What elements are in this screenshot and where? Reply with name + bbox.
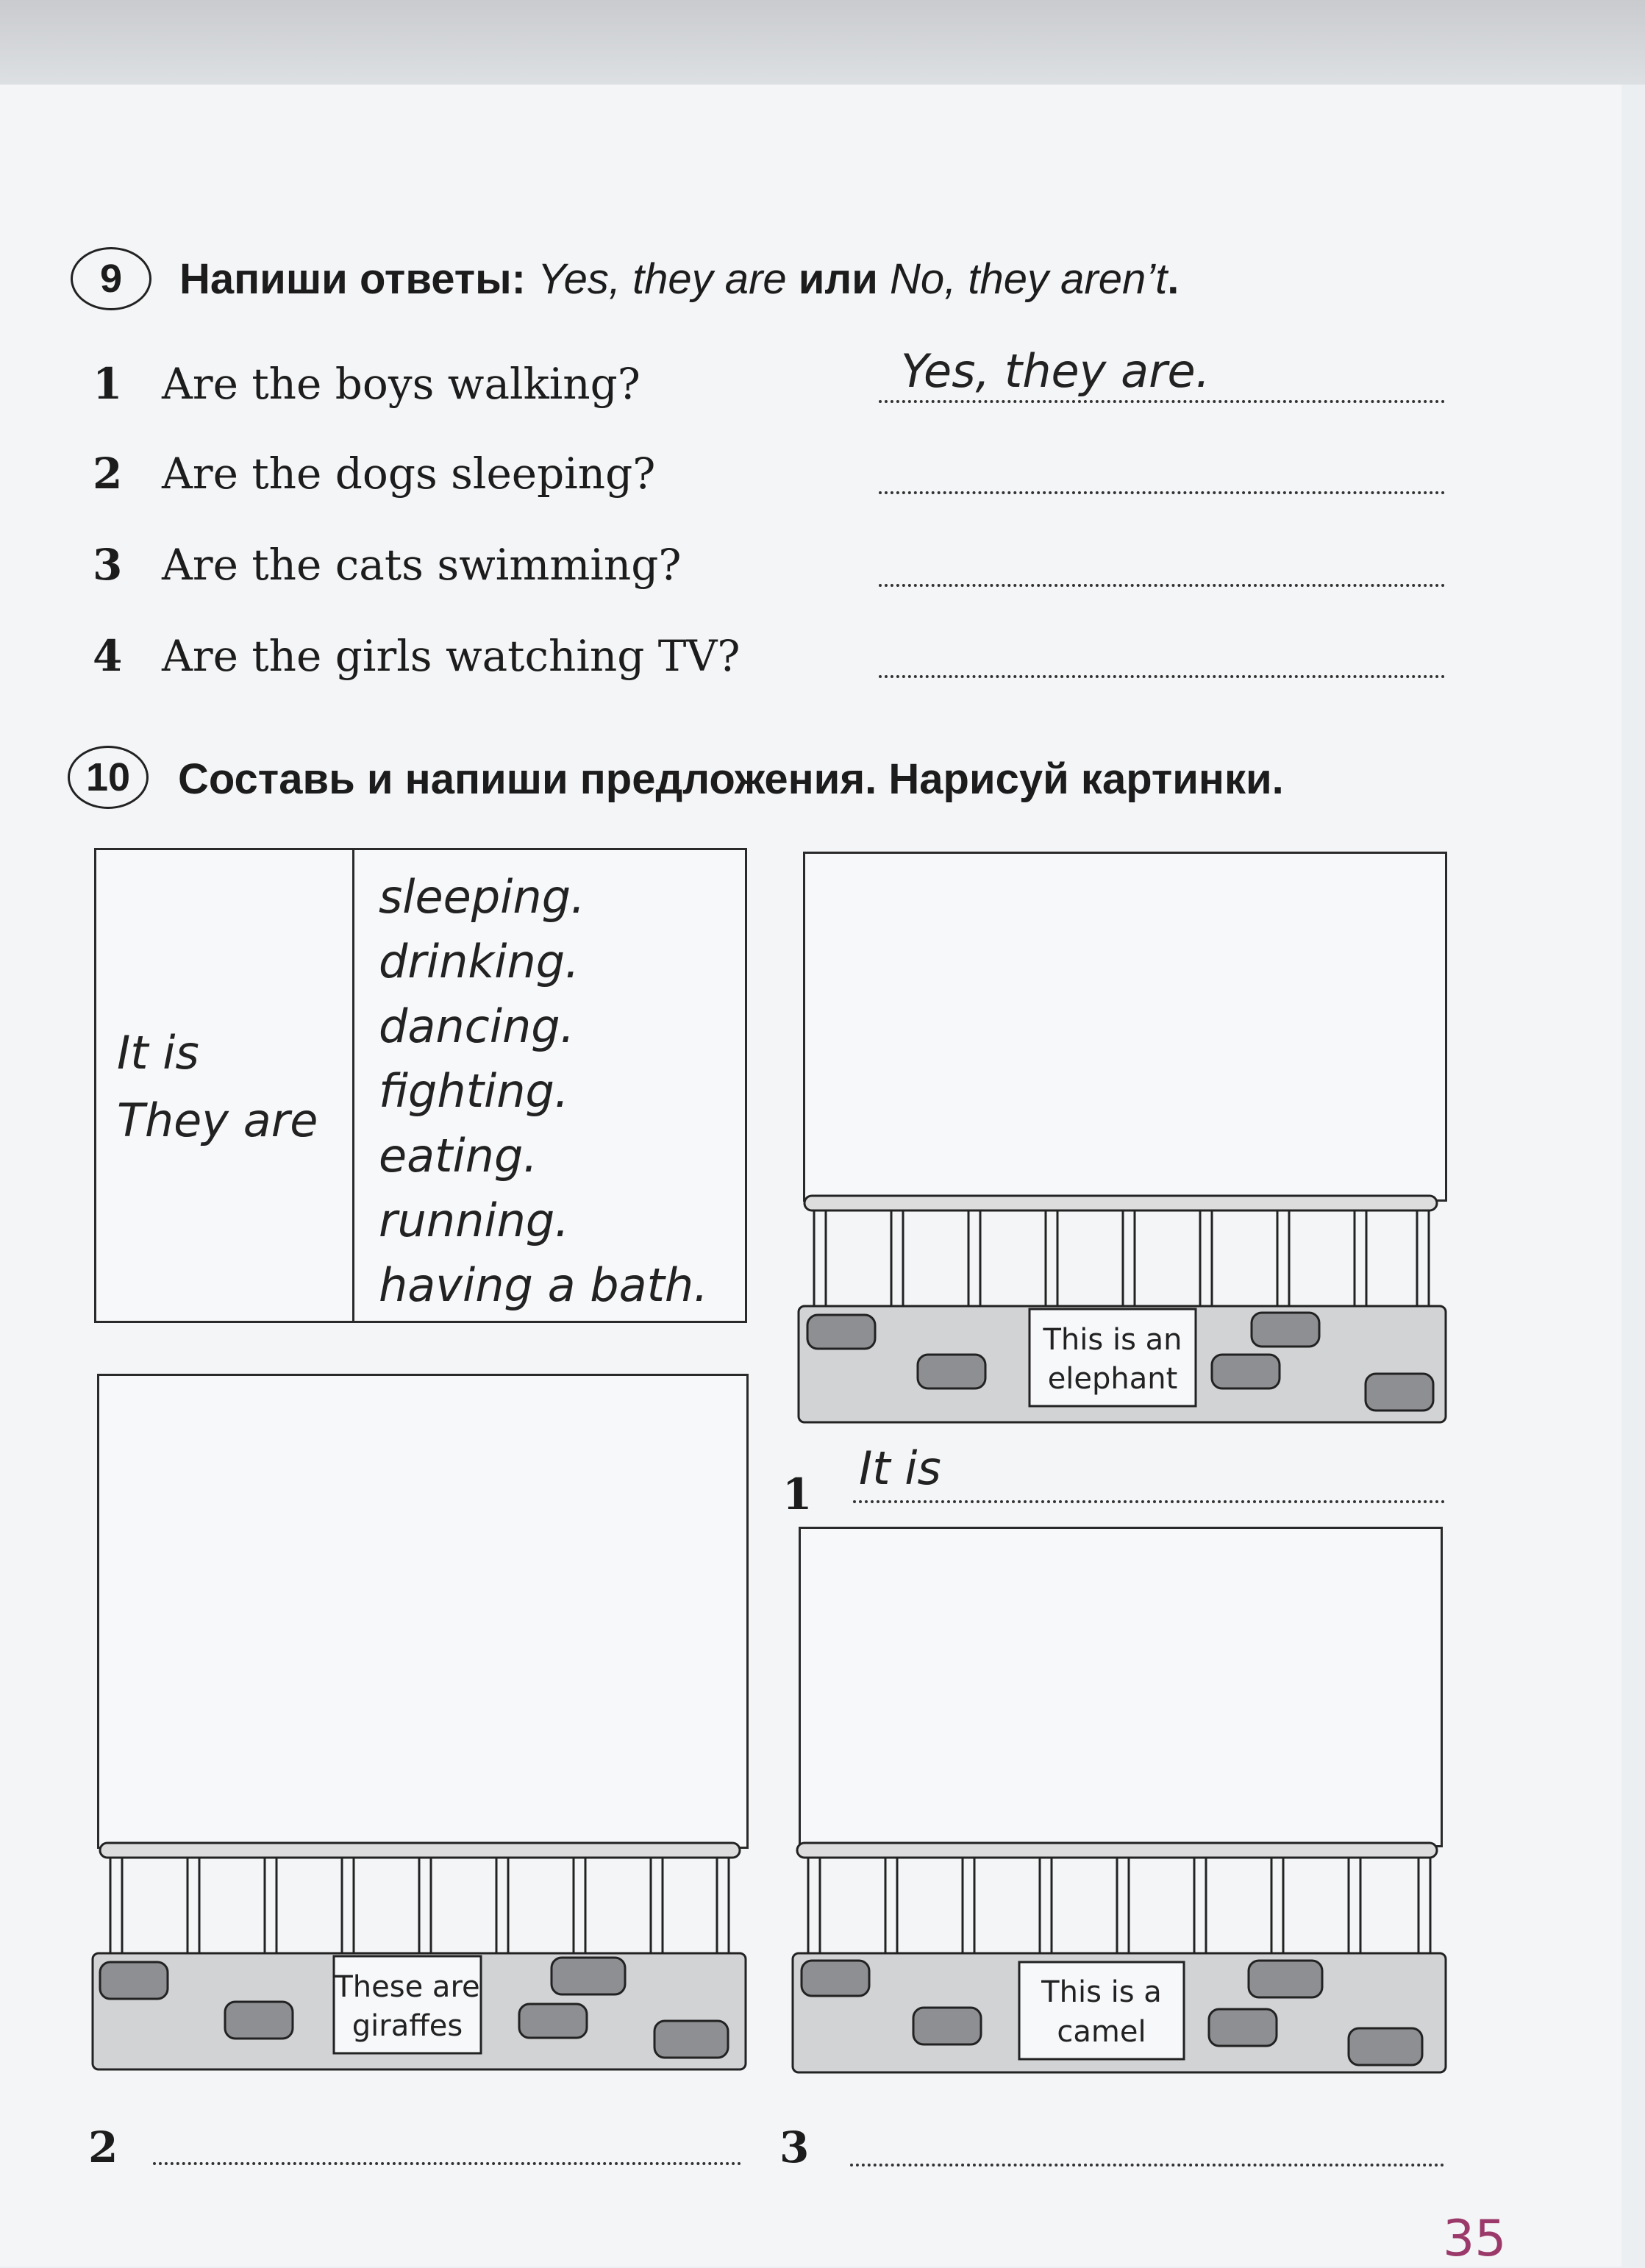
instruction-or: или [798, 255, 878, 303]
answer-prefill: It is [859, 1441, 941, 1495]
question-number: 4 [93, 631, 123, 681]
question-text: Are the dogs sleeping? [162, 449, 656, 499]
page-number: 35 [1443, 2210, 1507, 2268]
zoo-fence-elephant [796, 1191, 1450, 1427]
option-yes: Yes, they are [538, 255, 787, 303]
word-table [94, 848, 747, 1323]
answer-line-4[interactable] [879, 675, 1445, 678]
sentence-line-3[interactable] [850, 2164, 1444, 2167]
zoo-fence-camel [790, 1839, 1452, 2078]
sign-line: elephant [1047, 1362, 1178, 1396]
table-cell: running. [379, 1194, 569, 1247]
sign-line: camel [1057, 2015, 1146, 2049]
instruction-period: . [1167, 255, 1180, 303]
table-cell: dancing. [379, 999, 575, 1053]
option-no: No, they aren’t [890, 255, 1168, 303]
exercise-9-number: 9 [71, 247, 151, 310]
answer-line-1[interactable] [879, 400, 1445, 403]
exercise-10-number: 10 [68, 746, 149, 809]
exercise-9-instruction [179, 254, 1179, 304]
instruction-bold: Напиши ответы: [179, 255, 526, 303]
sign-line: giraffes [352, 2009, 463, 2043]
table-right-column [379, 865, 708, 1318]
table-cell: having a bath. [379, 1258, 708, 1312]
zoo-fence-giraffes [88, 1839, 750, 2074]
table-cell: They are [117, 1094, 318, 1147]
table-divider [352, 850, 354, 1321]
sign-line: These are [335, 1970, 480, 2004]
table-cell: It is [117, 1026, 199, 1080]
drawing-box-camel[interactable] [799, 1527, 1443, 1847]
table-cell: sleeping. [379, 870, 585, 924]
answer-number: 3 [779, 2122, 810, 2172]
sentence-line-2[interactable] [153, 2162, 741, 2165]
answer-number: 2 [88, 2122, 118, 2172]
answer-number: 1 [782, 1469, 813, 1519]
table-cell: drinking. [379, 935, 579, 988]
drawing-box-elephant[interactable] [803, 852, 1447, 1202]
answer-line-3[interactable] [879, 584, 1445, 587]
sign-line: This is an [1043, 1323, 1182, 1357]
table-cell: eating. [379, 1129, 538, 1183]
table-cell: fighting. [379, 1064, 569, 1118]
drawing-box-giraffes[interactable] [97, 1374, 749, 1849]
exercise-10-instruction: Составь и напиши предложения. Нарисуй картинки. [178, 755, 1284, 803]
sentence-line-1[interactable] [853, 1500, 1445, 1503]
question-text: Are the girls watching TV? [162, 631, 741, 681]
question-text: Are the cats swimming? [162, 540, 682, 590]
question-number: 1 [93, 359, 123, 409]
question-number: 2 [93, 449, 123, 499]
question-number: 3 [93, 540, 123, 590]
sign-line: This is a [1041, 1975, 1162, 2009]
table-left-column [117, 1019, 318, 1155]
answer-line-2[interactable] [879, 491, 1445, 494]
question-text: Are the boys walking? [162, 359, 640, 409]
answer-handwritten: Yes, they are. [901, 344, 1210, 398]
scan-top-edge [0, 0, 1645, 85]
